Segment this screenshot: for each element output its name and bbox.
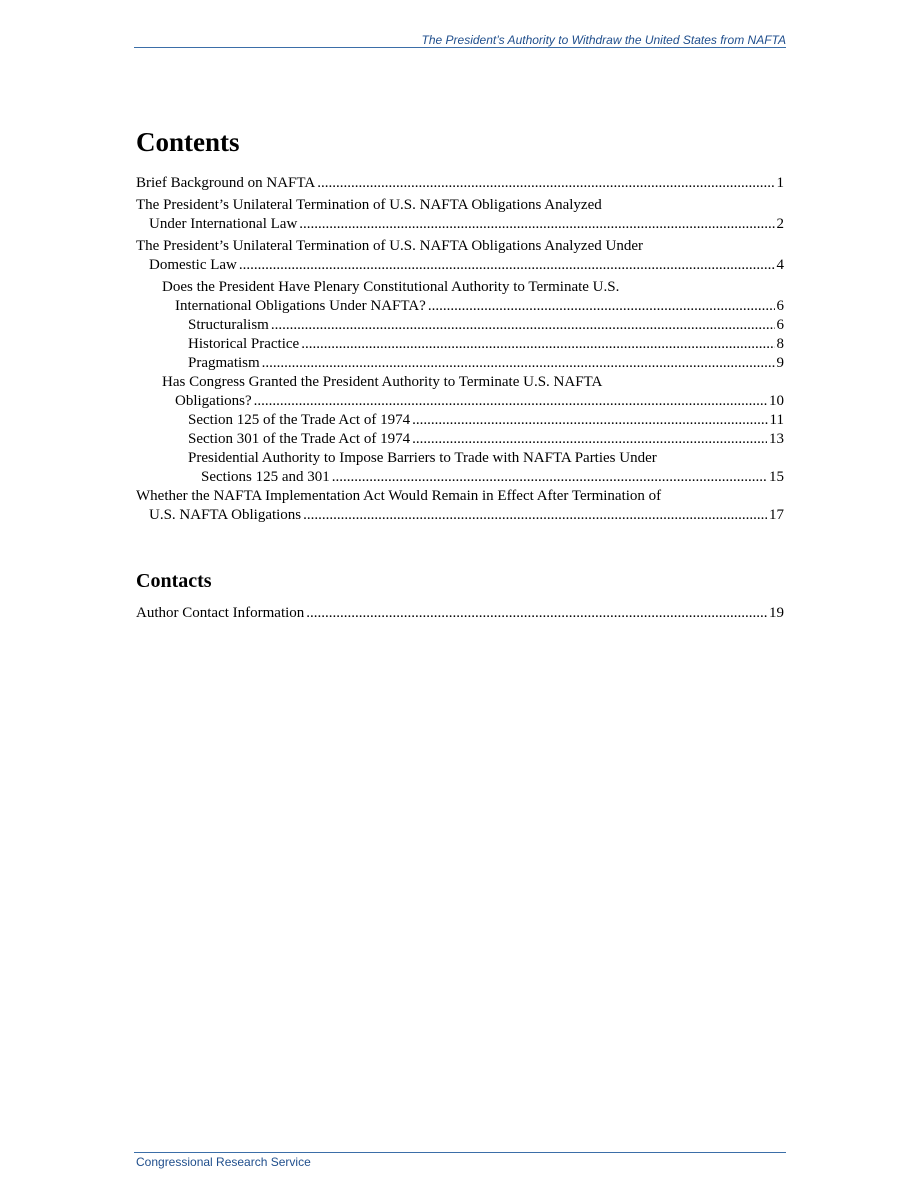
toc-entry-historical-practice[interactable] bbox=[136, 335, 784, 354]
toc-entry-title: The President’s Unilateral Termination of U.S. NAFTA Obligations Analyzed Under bbox=[136, 238, 643, 254]
toc-entry-title-continued: Domestic Law bbox=[149, 257, 237, 273]
toc-entry-congress-granted[interactable] bbox=[136, 373, 784, 411]
toc-entry-title: Structuralism bbox=[188, 317, 269, 333]
toc-entry-plenary-authority[interactable] bbox=[136, 278, 784, 316]
toc-leader-dots bbox=[303, 506, 767, 525]
contents-heading: Contents bbox=[136, 127, 240, 157]
toc-entry-title: Presidential Authority to Impose Barriers to Trade with NAFTA Parties Under bbox=[188, 450, 657, 466]
toc-leader-dots bbox=[299, 215, 774, 234]
toc-leader-dots bbox=[317, 174, 774, 193]
toc-entry-title: Section 125 of the Trade Act of 1974 bbox=[188, 412, 411, 428]
table-of-contents bbox=[136, 174, 784, 525]
toc-page-number: 11 bbox=[769, 412, 784, 428]
toc-page-number: 10 bbox=[769, 393, 784, 409]
toc-entry-title: Whether the NAFTA Implementation Act Would Remain in Effect After Termination of bbox=[136, 488, 662, 504]
footer-rule bbox=[134, 1152, 786, 1153]
toc-leader-dots bbox=[332, 468, 767, 487]
toc-page-number: 19 bbox=[769, 605, 784, 621]
toc-entry-title-continued: Sections 125 and 301 bbox=[201, 469, 330, 485]
toc-page-number: 6 bbox=[776, 298, 784, 314]
toc-entry-domestic-law[interactable] bbox=[136, 237, 784, 275]
toc-leader-dots bbox=[428, 297, 775, 316]
contacts-heading: Contacts bbox=[136, 570, 212, 592]
header-rule bbox=[134, 47, 786, 48]
toc-entry-title-continued: U.S. NAFTA Obligations bbox=[149, 507, 302, 523]
toc-entry-title: Section 301 of the Trade Act of 1974 bbox=[188, 431, 411, 447]
toc-entry-title: Pragmatism bbox=[188, 355, 260, 371]
toc-page-number: 2 bbox=[776, 216, 784, 232]
toc-entry-title: Brief Background on NAFTA bbox=[136, 175, 316, 191]
toc-entry-structuralism[interactable] bbox=[136, 316, 784, 335]
toc-entry-title-continued: Under International Law bbox=[149, 216, 298, 232]
toc-leader-dots bbox=[254, 392, 767, 411]
toc-page-number: 4 bbox=[776, 257, 784, 273]
toc-page-number: 1 bbox=[776, 175, 784, 191]
toc-leader-dots bbox=[239, 256, 775, 275]
toc-entry-title: Does the President Have Plenary Constitutional Authority to Terminate U.S. bbox=[162, 279, 620, 295]
toc-entry-pragmatism[interactable] bbox=[136, 354, 784, 373]
toc-entry-title-continued: Obligations? bbox=[175, 393, 252, 409]
toc-entry-title: Author Contact Information bbox=[136, 605, 305, 621]
toc-page-number: 17 bbox=[769, 507, 784, 523]
toc-leader-dots bbox=[271, 316, 775, 335]
contacts-list bbox=[136, 604, 784, 623]
toc-entry-title-continued: International Obligations Under NAFTA? bbox=[175, 298, 426, 314]
toc-entry-section-301[interactable] bbox=[136, 430, 784, 449]
toc-page-number: 9 bbox=[776, 355, 784, 371]
toc-entry-title: Has Congress Granted the President Authority to Terminate U.S. NAFTA bbox=[162, 374, 603, 390]
toc-entry-section-125[interactable] bbox=[136, 411, 784, 430]
toc-entry-trade-barriers[interactable] bbox=[136, 449, 784, 487]
toc-entry-title: The President’s Unilateral Termination of U.S. NAFTA Obligations Analyzed bbox=[136, 197, 602, 213]
footer-publisher: Congressional Research Service bbox=[136, 1155, 311, 1169]
toc-leader-dots bbox=[412, 411, 767, 430]
running-header: The President’s Authority to Withdraw the United States from NAFTA bbox=[421, 33, 786, 47]
toc-leader-dots bbox=[412, 430, 767, 449]
toc-page-number: 13 bbox=[769, 431, 784, 447]
toc-leader-dots bbox=[301, 335, 774, 354]
toc-entry-author-contact[interactable] bbox=[136, 604, 784, 623]
toc-leader-dots bbox=[262, 354, 775, 373]
toc-page-number: 8 bbox=[776, 336, 784, 352]
toc-entry-international-law[interactable] bbox=[136, 196, 784, 234]
toc-leader-dots bbox=[306, 604, 767, 623]
toc-page-number: 15 bbox=[769, 469, 784, 485]
toc-entry-title: Historical Practice bbox=[188, 336, 300, 352]
toc-entry-implementation-act[interactable] bbox=[136, 487, 784, 525]
toc-entry-brief-background[interactable] bbox=[136, 174, 784, 193]
toc-page-number: 6 bbox=[776, 317, 784, 333]
